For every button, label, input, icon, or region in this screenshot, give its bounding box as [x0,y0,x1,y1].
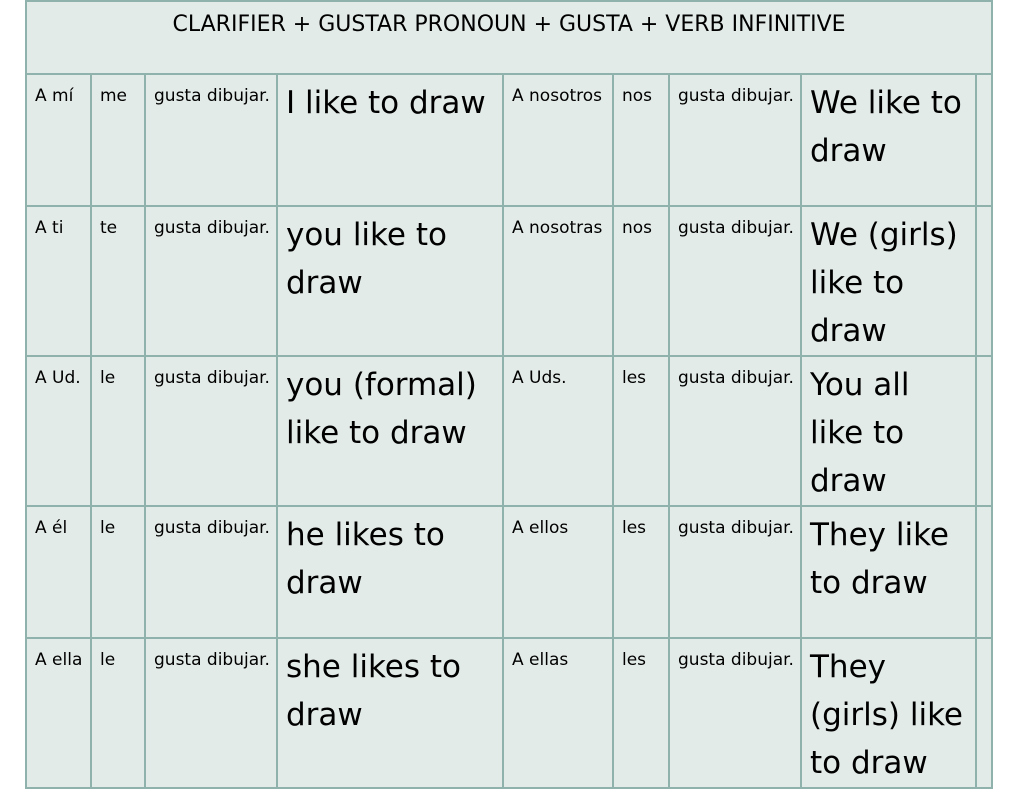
empty-cell [976,506,992,638]
verb-text: gusta dibujar. [154,218,270,238]
clarifier-text: A nosotros [512,86,603,106]
translation-cell: You all like to draw [801,356,976,506]
clarifier-cell [26,506,91,638]
pronoun-text: les [622,368,647,388]
empty-cell [976,74,992,206]
verb-text: gusta dibujar. [678,218,794,238]
verb-cell [669,506,801,638]
table-header: CLARIFIER + GUSTAR PRONOUN + GUSTA + VERB INFINITIVE [26,1,992,74]
pronoun-cell [91,638,145,788]
translation-cell: They (girls) like to draw [801,638,976,788]
verb-text: gusta dibujar. [678,86,794,106]
pronoun-text: le [100,650,116,670]
translation-cell: I like to draw [277,74,503,206]
translation-cell: you like to draw [277,206,503,356]
clarifier-cell [503,506,613,638]
pronoun-text: me [100,86,128,106]
translation-cell: she likes to draw [277,638,503,788]
pronoun-cell [613,506,669,638]
pronoun-text: te [100,218,118,238]
clarifier-cell [503,206,613,356]
pronoun-cell [91,74,145,206]
translation-cell: We (girls) like to draw [801,206,976,356]
verb-text: gusta dibujar. [154,86,270,106]
verb-text: gusta dibujar. [154,368,270,388]
table-row [26,506,992,638]
clarifier-text: A ella [35,650,83,670]
table-row [26,74,992,206]
clarifier-text: A nosotras [512,218,603,238]
verb-text: gusta dibujar. [154,650,270,670]
pronoun-cell [91,206,145,356]
verb-cell [145,506,277,638]
table-row [26,356,992,506]
pronoun-cell [613,356,669,506]
verb-cell [669,74,801,206]
empty-cell [976,206,992,356]
verb-text: gusta dibujar. [678,518,794,538]
clarifier-text: A Ud. [35,368,81,388]
pronoun-cell [613,74,669,206]
clarifier-cell [503,356,613,506]
clarifier-cell [26,206,91,356]
translation-cell: We like to draw [801,74,976,206]
clarifier-text: A él [35,518,68,538]
clarifier-text: A mí [35,86,74,106]
clarifier-text: A ellas [512,650,569,670]
pronoun-cell [613,638,669,788]
clarifier-text: A ti [35,218,64,238]
verb-cell [145,356,277,506]
clarifier-text: A ellos [512,518,569,538]
pronoun-text: les [622,650,647,670]
translation-cell: he likes to draw [277,506,503,638]
pronoun-cell [613,206,669,356]
empty-cell [976,638,992,788]
translation-cell: They like to draw [801,506,976,638]
clarifier-cell [503,74,613,206]
verb-cell [669,206,801,356]
pronoun-text: nos [622,218,653,238]
clarifier-text: A Uds. [512,368,567,388]
verb-cell [669,356,801,506]
conjugation-table-container [25,0,991,781]
pronoun-text: le [100,518,116,538]
clarifier-cell [26,74,91,206]
pronoun-cell [91,506,145,638]
header-row [26,1,992,74]
verb-cell [669,638,801,788]
clarifier-cell [26,638,91,788]
gustar-conjugation-table [25,0,993,789]
pronoun-cell [91,356,145,506]
pronoun-text: les [622,518,647,538]
verb-text: gusta dibujar. [678,368,794,388]
empty-cell [976,356,992,506]
clarifier-cell [503,638,613,788]
table-row [26,638,992,788]
pronoun-text: le [100,368,116,388]
verb-cell [145,206,277,356]
verb-text: gusta dibujar. [678,650,794,670]
translation-cell: you (formal) like to draw [277,356,503,506]
clarifier-cell [26,356,91,506]
verb-text: gusta dibujar. [154,518,270,538]
verb-cell [145,638,277,788]
pronoun-text: nos [622,86,653,106]
verb-cell [145,74,277,206]
table-row [26,206,992,356]
